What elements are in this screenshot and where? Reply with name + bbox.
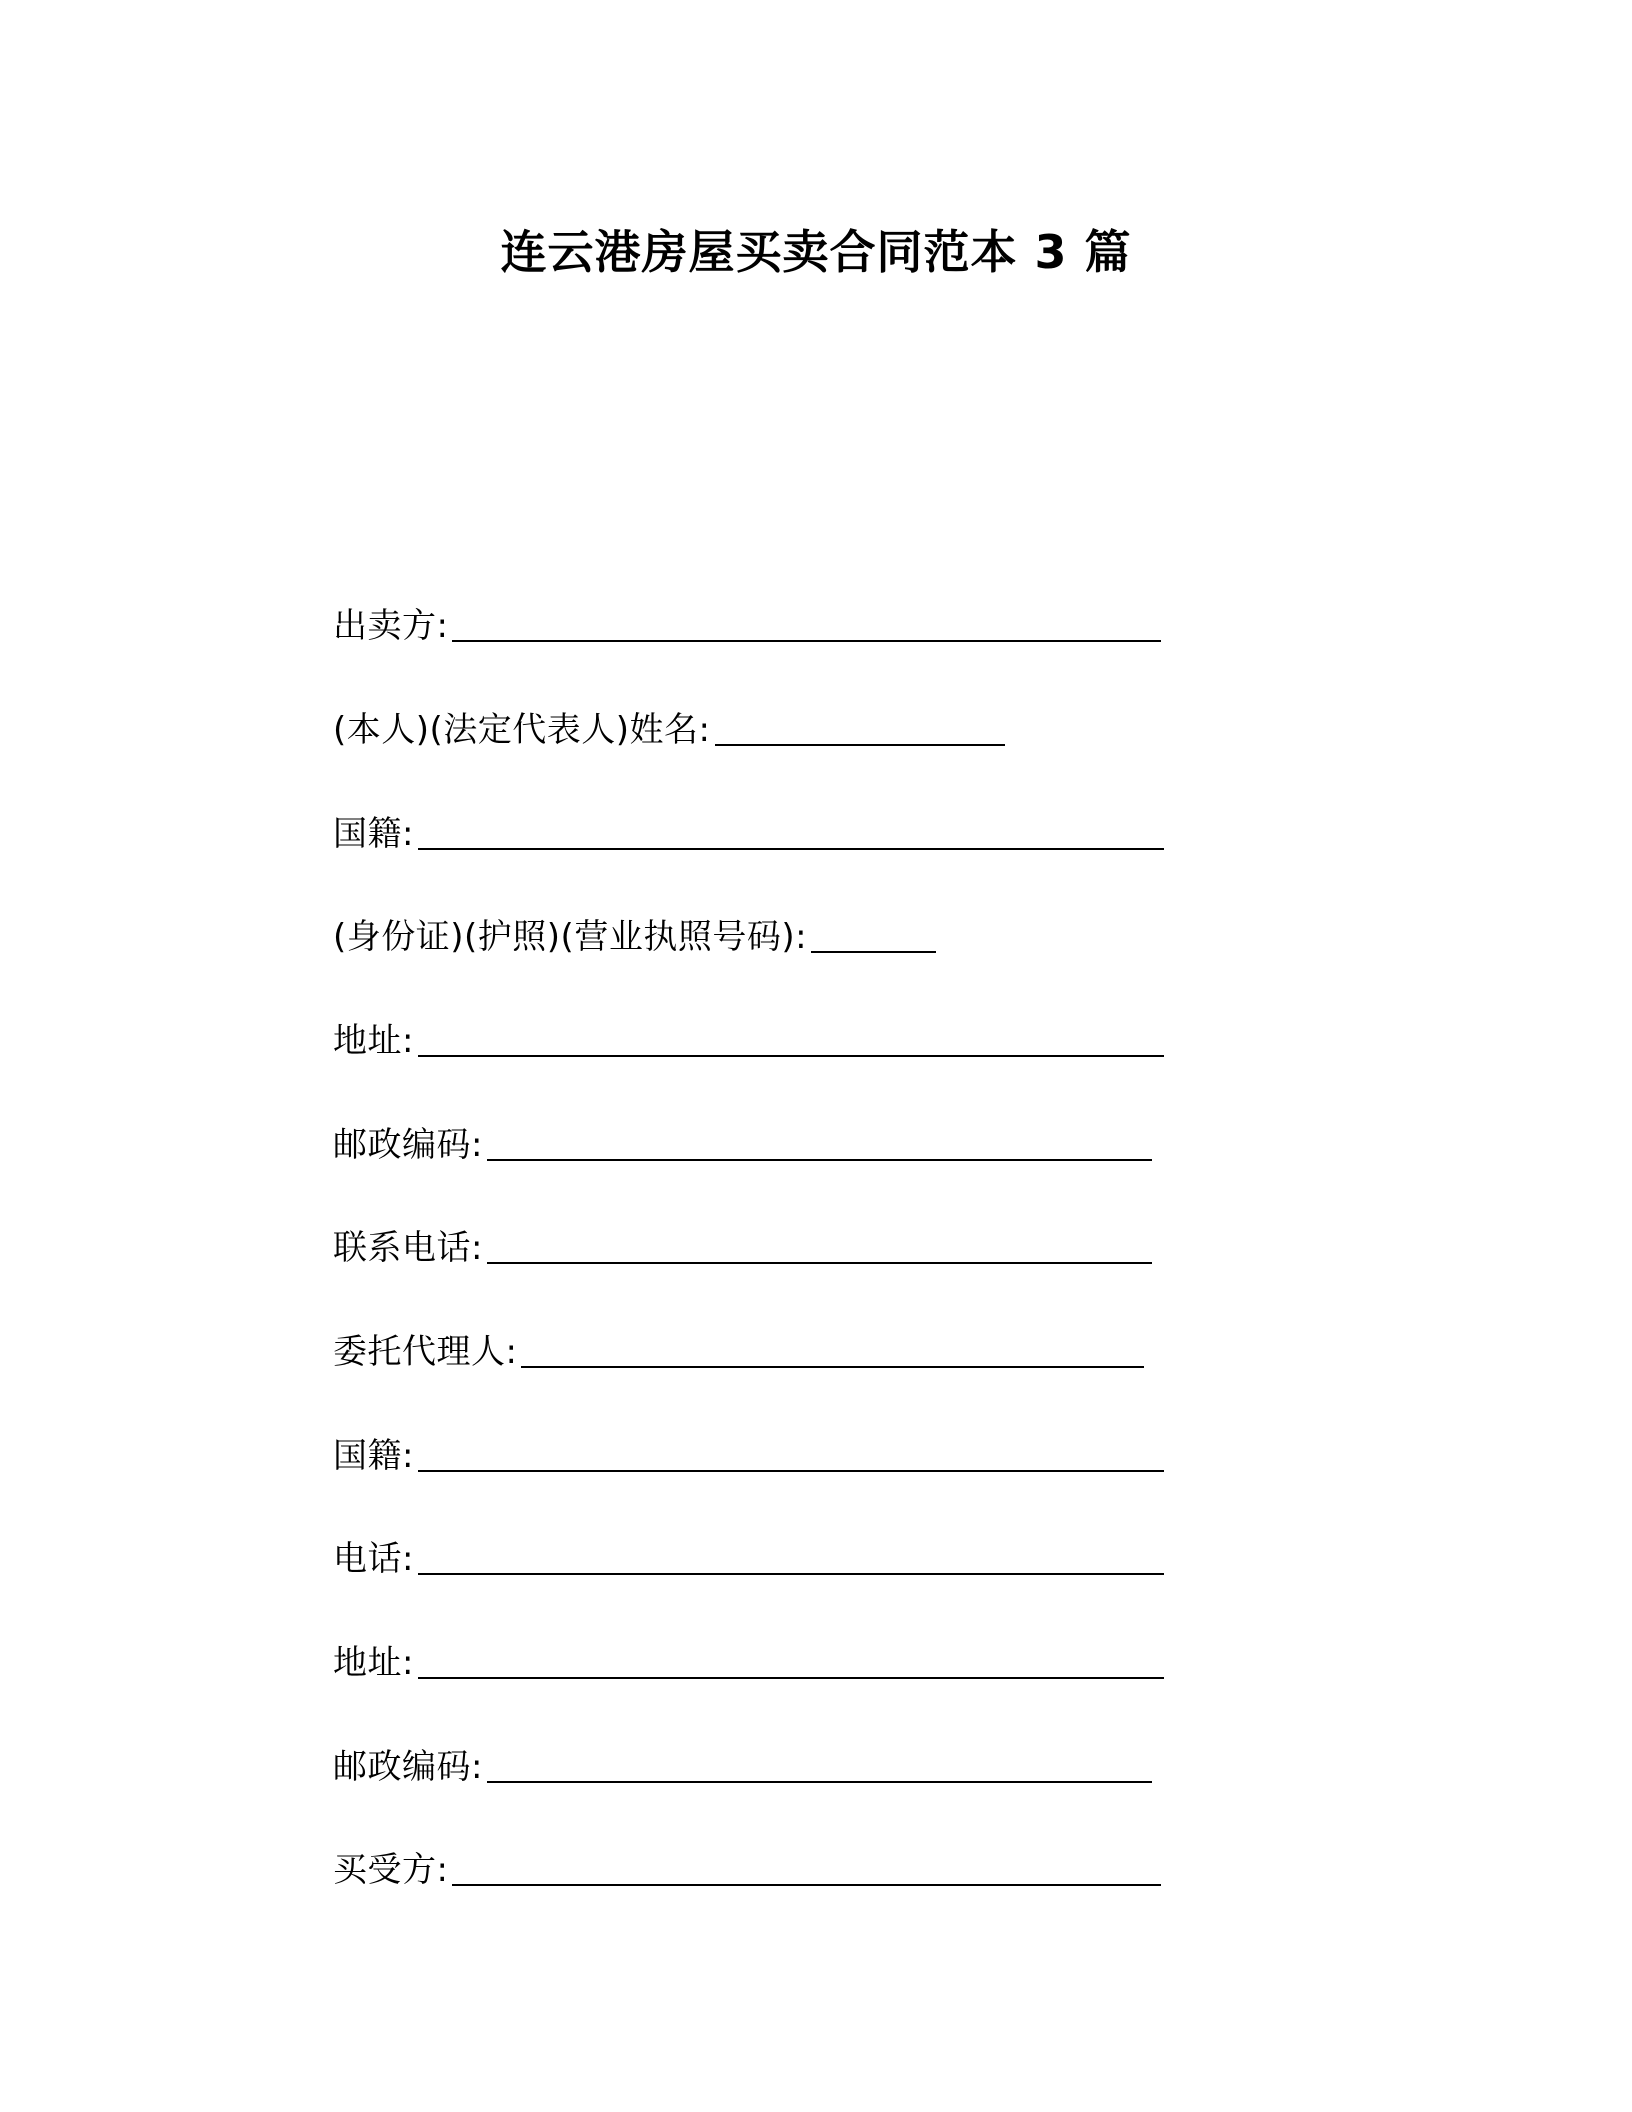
blank-line: [487, 1262, 1152, 1264]
field-id-number: [333, 909, 936, 959]
blank-line: [452, 640, 1161, 642]
field-label: 地址:: [333, 1021, 414, 1061]
field-agent-address: [333, 1635, 1164, 1685]
document-title: 连云港房屋买卖合同范本 3 篇: [500, 225, 1132, 279]
field-label: 国籍:: [333, 1436, 414, 1476]
field-agent-postal-code: [333, 1739, 1152, 1789]
field-label: 邮政编码:: [333, 1747, 483, 1787]
field-seller: [333, 598, 1161, 648]
blank-line: [418, 848, 1164, 850]
field-address: [333, 1013, 1164, 1063]
blank-line: [521, 1366, 1144, 1368]
field-contact-phone: [333, 1220, 1152, 1270]
field-postal-code: [333, 1117, 1152, 1167]
blank-line: [418, 1573, 1164, 1575]
blank-line: [811, 951, 936, 953]
blank-line: [418, 1470, 1164, 1472]
field-agent-nationality: [333, 1428, 1164, 1478]
field-label: 邮政编码:: [333, 1125, 483, 1165]
field-agent: [333, 1324, 1144, 1374]
field-label: (本人)(法定代表人)姓名:: [333, 710, 711, 750]
blank-line: [715, 744, 1005, 746]
field-buyer: [333, 1842, 1161, 1892]
field-nationality: [333, 806, 1164, 856]
field-label: 委托代理人:: [333, 1332, 518, 1372]
blank-line: [418, 1055, 1164, 1057]
field-agent-phone: [333, 1531, 1164, 1581]
field-label: 地址:: [333, 1643, 414, 1683]
field-label: 出卖方:: [333, 606, 449, 646]
field-legal-representative-name: [333, 702, 1005, 752]
blank-line: [487, 1781, 1152, 1783]
blank-line: [487, 1159, 1152, 1161]
field-label: 电话:: [333, 1539, 414, 1579]
blank-line: [418, 1677, 1164, 1679]
field-label: 买受方:: [333, 1850, 449, 1890]
field-label: 联系电话:: [333, 1228, 483, 1268]
blank-line: [452, 1884, 1161, 1886]
field-label: 国籍:: [333, 814, 414, 854]
field-label: (身份证)(护照)(营业执照号码):: [333, 917, 808, 957]
